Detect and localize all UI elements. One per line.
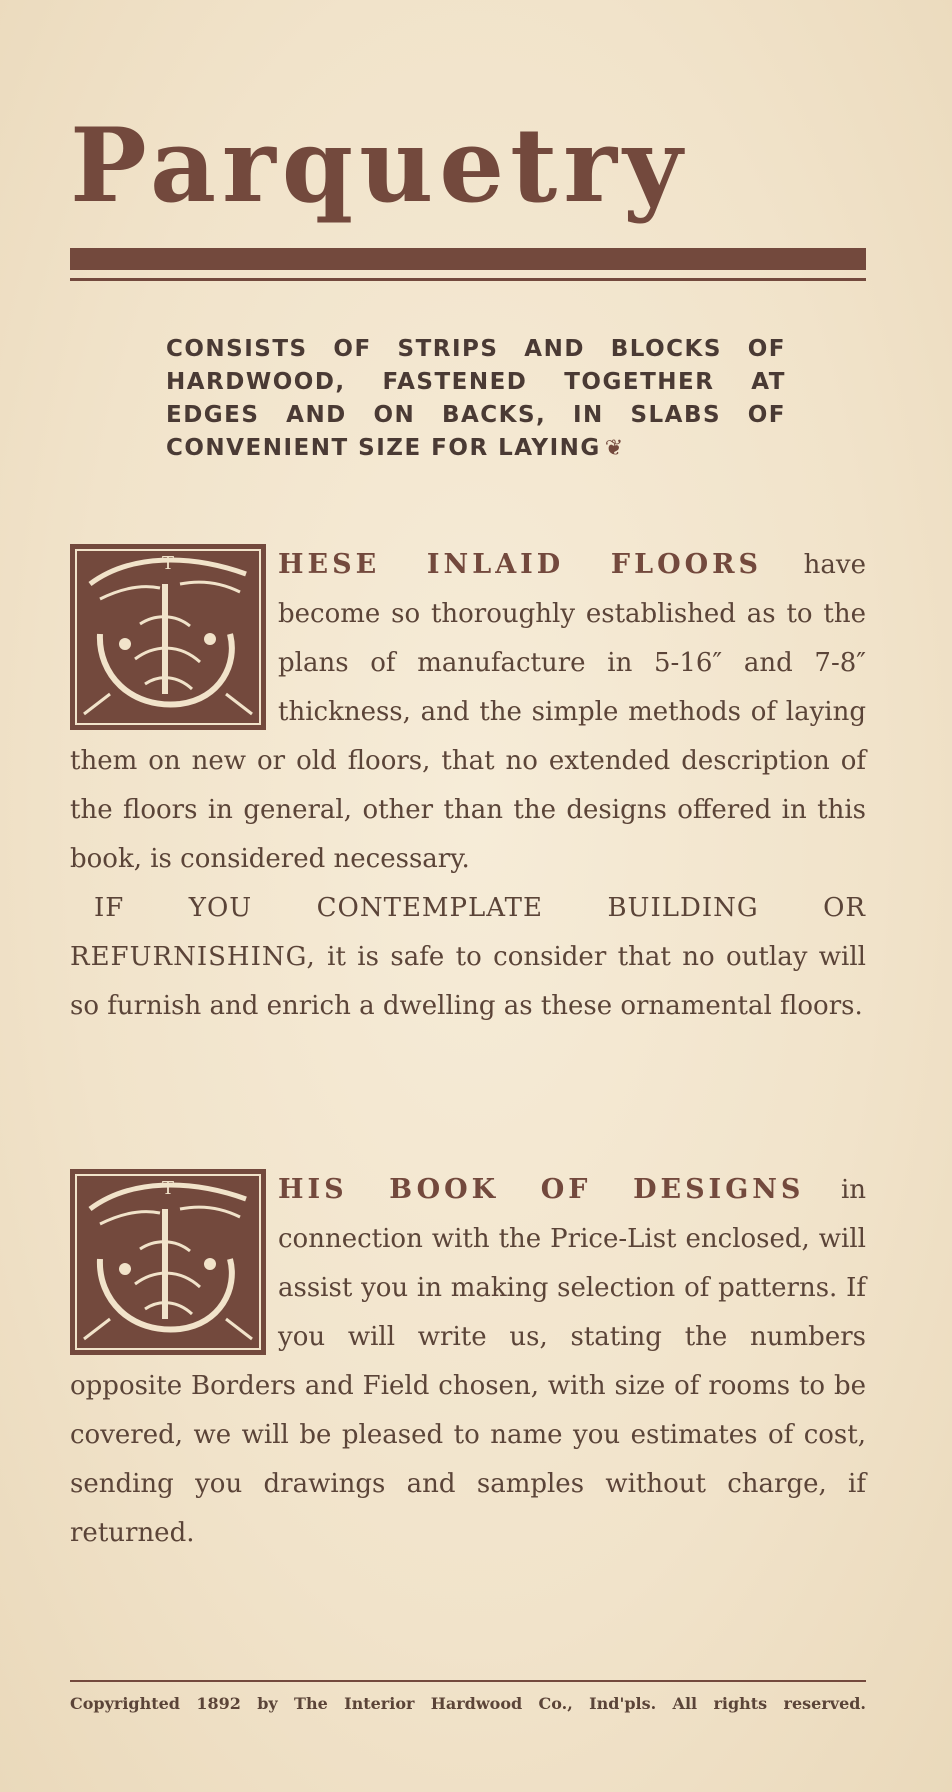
title-rule-thick [70,248,866,270]
subtitle-text: CONSISTS OF STRIPS AND BLOCKS OF HARDWOOD, FASTENED TOGETHER AT EDGES AND ON BACKS, IN SLABS OF CONVENIENT SIZE FOR LAYING [166,336,786,461]
title-rule-thin [70,278,866,281]
section-inlaid-floors [70,540,866,1031]
subtitle [166,333,786,465]
section2-body: in connection with the Price-List enclosed, will assist you in making selection of patterns. If you will write us, stating the numbers opposite Borders and Field chosen, with size of rooms to be covered, we will be pleased to name you estimates of cost, sending you drawings and samples without charge, if returned. [70,1175,867,1548]
section1-body: have become so thoroughly established as to the plans of manufacture in 5-16″ and 7-8″ thickness, and the simple methods of laying them on new or old floors, that no extended description of the floors in general, other than the designs offered in this book, is considered necessary. [70,550,866,874]
section1-p2-body: it is safe to consider that no outlay will so furnish and enrich a dwelling as these ornamental floors. [70,942,866,1021]
section2-lead: HIS BOOK OF DESIGNS [278,1174,805,1205]
section-book-of-designs [70,1165,866,1558]
copyright-footer: Copyrighted 1892 by The Interior Hardwood Co., Ind'pls. All rights reserved. [70,1694,866,1713]
svg-text:T: T [161,1178,175,1199]
footer-rule [70,1680,866,1682]
ornamental-initial-T-icon [70,1169,266,1355]
ornamental-initial-T-icon [70,544,266,730]
leaf-ornament-icon: ❦ [604,436,625,461]
section1-lead: HESE INLAID FLOORS [278,549,763,580]
page-title: Parquetry [70,106,689,226]
svg-text:T: T [161,553,175,574]
section1-p2-caps: IF YOU CONTEMPLATE BUILDING OR REFURNISHING, [70,893,866,972]
